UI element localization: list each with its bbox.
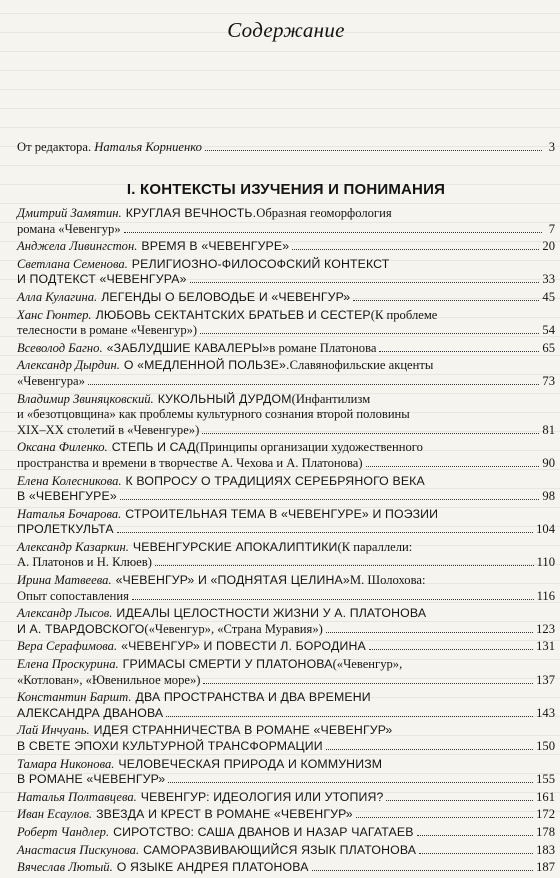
toc-entry-line	[17, 540, 555, 556]
entry-author: Вячеслав Лютый.	[17, 860, 113, 875]
toc-entry[interactable]	[17, 392, 555, 439]
toc-entry[interactable]	[17, 790, 555, 806]
entry-title: ИДЕАЛЫ ЦЕЛОСТНОСТИ ЖИЗНИ У А. ПЛАТОНОВА	[116, 606, 427, 621]
toc-list	[17, 206, 555, 878]
toc-entry-line	[17, 374, 555, 390]
toc-entry-line	[17, 606, 555, 622]
page-number: 65	[542, 340, 555, 355]
entry-title: «ЗАБЛУДШИЕ КАВАЛЕРЫ»	[106, 340, 270, 355]
toc-entry-line	[17, 272, 555, 288]
toc-entry-line	[17, 358, 555, 374]
entry-title: РЕЛИГИОЗНО-ФИЛОСОФСКИЙ КОНТЕКСТ	[131, 256, 390, 271]
toc-entry[interactable]	[17, 657, 555, 688]
toc-entry-line	[17, 723, 555, 739]
leader-dots	[369, 649, 533, 650]
entry-title: ЗВЕЗДА И КРЕСТ В РОМАНЕ «ЧЕВЕНГУР»	[96, 807, 353, 822]
toc-entry[interactable]	[17, 606, 555, 637]
toc-entry-line	[17, 573, 555, 589]
leader-dots	[326, 632, 533, 633]
leader-dots	[190, 282, 540, 283]
leader-dots	[417, 835, 534, 836]
entry-title: ПРОЛЕТКУЛЬТА	[17, 522, 114, 537]
toc-entry[interactable]	[17, 807, 555, 823]
leader-dots	[132, 599, 534, 600]
entry-author: Оксана Филенко.	[17, 440, 108, 455]
entry-author: Светлана Семенова.	[17, 256, 128, 271]
entry-subtitle: в романе Платонова	[269, 340, 377, 355]
toc-entry[interactable]	[17, 723, 555, 754]
leader-dots	[326, 749, 533, 750]
toc-entry[interactable]	[17, 290, 555, 306]
entry-subtitle: романа «Чевенгур»	[17, 221, 121, 236]
entry-subtitle: Опыт сопоставления	[17, 588, 129, 603]
toc-entry-line	[17, 657, 555, 673]
page-number: 45	[542, 289, 555, 304]
toc-entry[interactable]	[17, 757, 555, 788]
page-number: 90	[542, 455, 555, 470]
entry-title: ЧЕЛОВЕЧЕСКАЯ ПРИРОДА И КОММУНИЗМ	[118, 756, 383, 771]
leader-dots	[379, 351, 539, 352]
entry-subtitle: (К проблеме	[370, 307, 438, 322]
toc-entry[interactable]	[17, 440, 555, 471]
page-number: 3	[548, 140, 555, 154]
leader-dots	[205, 150, 542, 151]
entry-author: Всеволод Багно.	[17, 340, 103, 355]
entry-subtitle: пространства и времени в творчестве А. Чехова и А. Платонова)	[17, 455, 363, 470]
page-number: 7	[548, 221, 555, 236]
entry-subtitle: («Чевенгур»,	[332, 657, 403, 672]
entry-title: В СВЕТЕ ЭПОХИ КУЛЬТУРНОЙ ТРАНСФОРМАЦИИ	[17, 739, 323, 753]
toc-entry[interactable]	[17, 206, 555, 237]
page-number: 33	[542, 272, 555, 287]
toc-entry-line	[17, 222, 555, 238]
toc-entry[interactable]	[17, 860, 555, 876]
entry-author: Александр Казаркин.	[17, 539, 129, 554]
entry-author: Наталья Полтавцева.	[17, 789, 137, 804]
toc-entry[interactable]	[17, 690, 555, 721]
page-number: 172	[536, 807, 555, 822]
leader-dots	[356, 817, 533, 818]
leader-dots	[155, 565, 534, 566]
entry-title: ИДЕЯ СТРАННИЧЕСТВА В РОМАНЕ «ЧЕВЕНГУР»	[93, 723, 393, 738]
entry-title: О ЯЗЫКЕ АНДРЕЯ ПЛАТОНОВА	[116, 860, 309, 875]
entry-author: Наталья Бочарова.	[17, 506, 122, 521]
toc-entry[interactable]	[17, 639, 555, 655]
entry-author: Елена Колесникова.	[17, 473, 122, 488]
entry-title: К ВОПРОСУ О ТРАДИЦИЯХ СЕРЕБРЯНОГО ВЕКА	[125, 473, 425, 488]
toc-entry-line	[17, 407, 555, 423]
toc-page	[17, 0, 555, 875]
entry-title: ГРИМАСЫ СМЕРТИ У ПЛАТОНОВА	[122, 657, 333, 672]
entry-title: В «ЧЕВЕНГУРЕ»	[17, 489, 117, 504]
toc-entry[interactable]	[17, 308, 555, 339]
page-number: 116	[536, 588, 555, 603]
toc-entry-line	[17, 739, 555, 755]
entry-title: СТРОИТЕЛЬНАЯ ТЕМА В «ЧЕВЕНГУРЕ» И ПОЭЗИИ	[125, 506, 439, 521]
leader-dots	[166, 716, 533, 717]
page-number: 155	[536, 772, 555, 787]
toc-entry[interactable]	[17, 358, 555, 389]
toc-entry-line	[17, 206, 555, 222]
leader-dots	[386, 800, 533, 801]
entry-title: «ЧЕВЕНГУР» И ПОВЕСТИ Л. БОРОДИНА	[121, 639, 366, 654]
toc-entry-line	[17, 673, 555, 689]
toc-entry-line	[17, 622, 555, 638]
toc-entry-line	[17, 860, 555, 876]
leader-dots	[124, 232, 542, 233]
entry-title: «ЧЕВЕНГУР» И «ПОДНЯТАЯ ЦЕЛИНА»	[115, 573, 350, 588]
entry-subtitle: (Инфантилизм	[291, 391, 371, 406]
page-number: 183	[536, 842, 555, 857]
leader-dots	[120, 499, 540, 500]
leader-dots	[312, 870, 534, 871]
toc-entry-line	[17, 757, 555, 773]
leader-dots	[292, 249, 539, 250]
entry-author: Александр Лысов.	[17, 606, 113, 621]
entry-title: И А. ТВАРДОВСКОГО	[17, 621, 145, 636]
toc-entry[interactable]	[17, 341, 555, 357]
editor-label: От редактора.	[17, 140, 92, 154]
page-number: 20	[542, 239, 555, 254]
toc-entry-line	[17, 825, 555, 841]
toc-entry-line	[17, 507, 555, 523]
page-number: 150	[536, 739, 555, 753]
entry-title: ВРЕМЯ В «ЧЕВЕНГУРЕ»	[141, 239, 290, 254]
entry-title: СИРОТСТВО: САША ДВАНОВ И НАЗАР ЧАГАТАЕВ	[113, 824, 414, 839]
entry-title: КРУГЛАЯ ВЕЧНОСТЬ.	[125, 206, 257, 220]
leader-dots	[202, 433, 539, 434]
entry-title: В РОМАНЕ «ЧЕВЕНГУР»	[17, 772, 166, 787]
leader-dots	[168, 782, 533, 783]
section-title: I. КОНТЕКСТЫ ИЗУЧЕНИЯ И ПОНИМАНИЯ	[126, 181, 446, 198]
leader-dots	[419, 853, 533, 854]
entry-subtitle: «Котлован», «Ювенильное море»)	[17, 672, 201, 687]
page-number: 104	[536, 522, 555, 537]
entry-subtitle: (Принципы организации художественного	[195, 440, 423, 455]
toc-entry[interactable]	[17, 540, 555, 571]
entry-title: ЛЕГЕНДЫ О БЕЛОВОДЬЕ И «ЧЕВЕНГУР»	[101, 289, 351, 304]
toc-entry-line	[17, 706, 555, 722]
entry-author: Лай Инчуань.	[17, 723, 90, 738]
entry-title: ДВА ПРОСТРАНСТВА И ДВА ВРЕМЕНИ	[135, 690, 371, 705]
toc-entry[interactable]	[17, 825, 555, 841]
toc-entry-line	[17, 639, 555, 655]
entry-title: КУКОЛЬНЫЙ ДУРДОМ	[157, 391, 292, 406]
entry-author: Роберт Чандлер.	[17, 824, 110, 839]
entry-title: САМОРАЗВИВАЮЩИЙСЯ ЯЗЫК ПЛАТОНОВА	[143, 842, 417, 857]
entry-title: СТЕПЬ И САД	[111, 440, 196, 455]
entry-author: Тамара Никонова.	[17, 756, 115, 771]
page-number: 187	[536, 860, 555, 875]
toc-entry[interactable]	[17, 573, 555, 604]
entry-author: Анджела Ливингстон.	[17, 239, 138, 254]
toc-entry-line	[17, 456, 555, 472]
toc-entry-line	[17, 589, 555, 605]
toc-entry[interactable]	[17, 474, 555, 505]
entry-title: ЧЕВЕНГУРСКИЕ АПОКАЛИПТИКИ	[132, 539, 338, 554]
toc-entry-line	[17, 690, 555, 706]
entry-author: Александр Дырдин.	[17, 358, 120, 373]
page-number: 81	[542, 422, 555, 437]
entry-author: Дмитрий Замятин.	[17, 206, 122, 220]
leader-dots	[88, 384, 539, 385]
toc-entry-line	[17, 392, 555, 408]
toc-entry[interactable]	[17, 239, 555, 255]
leader-dots	[366, 466, 540, 467]
page-number: 123	[536, 621, 555, 636]
leader-dots	[200, 333, 539, 334]
page-number: 110	[536, 555, 555, 570]
toc-entry-line	[17, 440, 555, 456]
toc-entry-line	[17, 555, 555, 571]
leader-dots	[203, 683, 533, 684]
leader-dots	[117, 532, 533, 533]
entry-subtitle: («Чевенгур», «Страна Муравия»)	[144, 621, 323, 636]
toc-entry[interactable]	[17, 843, 555, 859]
page-number: 73	[542, 373, 555, 388]
entry-subtitle: телесности в романе «Чевенгур»)	[17, 323, 198, 338]
editor-author: Наталья Корниенко	[94, 140, 202, 154]
toc-entry-line	[17, 843, 555, 859]
leader-dots	[353, 300, 539, 301]
entry-author: Алла Кулагина.	[17, 289, 98, 304]
entry-title: И ПОДТЕКСТ «ЧЕВЕНГУРА»	[17, 272, 187, 287]
entry-subtitle: Славянофильские акценты	[289, 358, 434, 373]
toc-entry-line	[17, 807, 555, 823]
toc-entry-line	[17, 772, 555, 788]
entry-author: Владимир Звиняцковский.	[17, 391, 154, 406]
entry-subtitle: «Чевенгура»	[17, 373, 85, 388]
page-number: 161	[536, 789, 555, 804]
toc-entry-line	[17, 790, 555, 806]
entry-subtitle: XIX–XX столетий в «Чевенгуре»)	[17, 422, 200, 437]
page-number: 143	[536, 705, 555, 720]
entry-subtitle: Образная геоморфология	[256, 206, 392, 220]
toc-entry-line	[17, 290, 555, 306]
toc-entry-line	[17, 308, 555, 324]
page-number: 178	[536, 824, 555, 839]
toc-entry-line	[17, 474, 555, 490]
entry-subtitle: и «безотцовщина» как проблемы культурного сознания второй половины	[17, 407, 410, 422]
entry-author: Константин Баршт.	[17, 690, 132, 705]
toc-entry-line	[17, 323, 555, 339]
entry-author: Иван Есаулов.	[17, 807, 93, 822]
entry-author: Елена Проскурина.	[17, 657, 119, 672]
page-title: Содержание	[227, 18, 345, 42]
page-number: 137	[536, 672, 555, 687]
toc-entry-editor[interactable]	[17, 139, 555, 155]
toc-entry-line	[17, 522, 555, 538]
entry-author: Вера Серафимова.	[17, 639, 118, 654]
toc-entry-line	[17, 239, 555, 255]
entry-title: АЛЕКСАНДРА ДВАНОВА	[17, 705, 164, 720]
entry-author: Ирина Матвеева.	[17, 573, 112, 588]
entry-title: ЧЕВЕНГУР: ИДЕОЛОГИЯ ИЛИ УТОПИЯ?	[140, 789, 384, 804]
toc-entry-line	[17, 341, 555, 357]
entry-title: ЛЮБОВЬ СЕКТАНТСКИХ БРАТЬЕВ И СЕСТЕР	[95, 307, 371, 322]
toc-entry-line	[17, 489, 555, 505]
entry-subtitle: (К параллели:	[337, 539, 413, 554]
page-number: 98	[542, 489, 555, 504]
toc-entry[interactable]	[17, 507, 555, 538]
entry-author: Ханс Гюнтер.	[17, 307, 92, 322]
entry-author: Анастасия Пискунова.	[17, 842, 140, 857]
page-number: 54	[542, 323, 555, 338]
page-number: 131	[536, 639, 555, 654]
toc-entry-line	[17, 423, 555, 439]
toc-entry[interactable]	[17, 257, 555, 288]
toc-entry-line	[17, 257, 555, 273]
entry-subtitle: М. Шолохова:	[349, 573, 426, 588]
entry-subtitle: А. Платонов и Н. Клюев)	[17, 555, 152, 570]
entry-title: О «МЕДЛЕННОЙ ПОЛЬЗЕ».	[123, 358, 290, 373]
